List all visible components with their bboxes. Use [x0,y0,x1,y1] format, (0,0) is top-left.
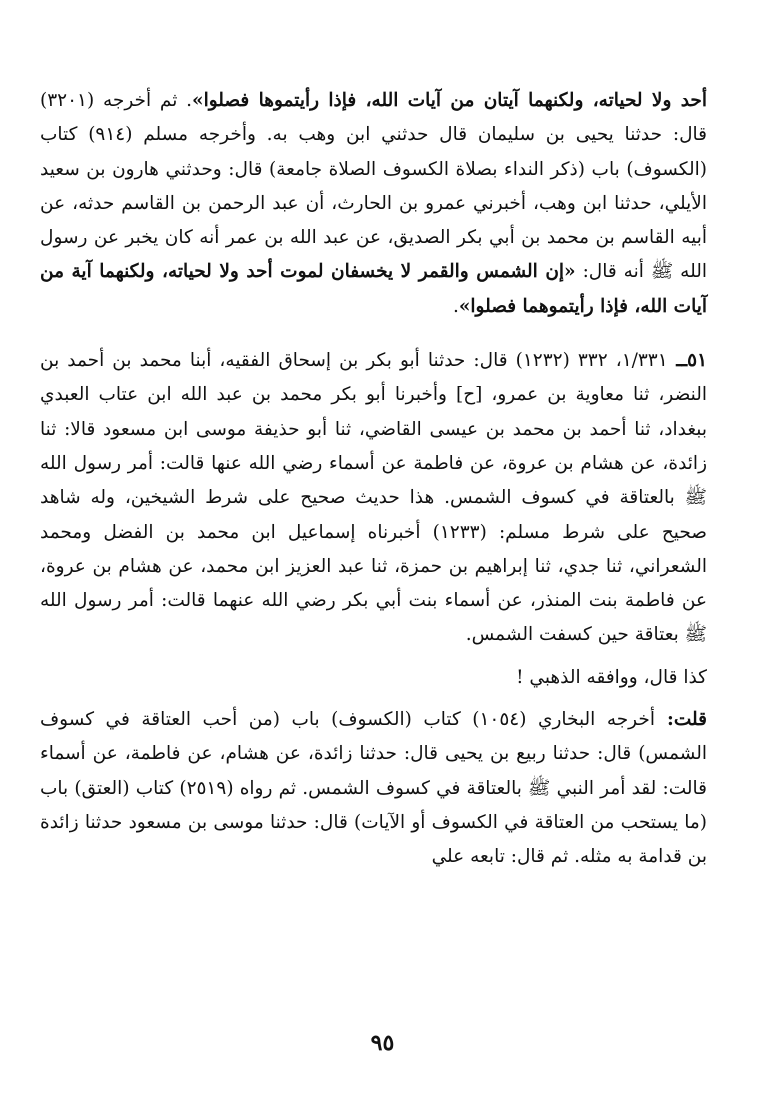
commentary-lead: قلت: [654,709,707,731]
hadith-text: ١/٣٣١، ٣٣٢ (١٢٣٢) قال: حدثنا أبو بكر بن إسحاق الفقيه، أبنا محمد بن أحمد بن النضر، ثنا معاوية بن عمرو، [ح] وأخبرنا أبو بكر محمد بن عبد الله ابن عتاب العبدي ببغداد، ثنا أحمد بن محمد بن عيسى القاضي، ثنا أبو حذيفة موسى ابن مسعود قالا: ثنا زائدة، عن هشام بن عروة، عن فاطمة عن أسماء رضي الله عنها قالت: أمر رسول الله ﷺ بالعتاقة في كسوف الشمس. هذا حديث صحيح على شرط الشيخين، وله شاهد صحيح على شرط مسلم: (١٢٣٣) أخبرناه إسماعيل ابن محمد بن الفضل ومحمد الشعراني، ثنا جدي، ثنا إبراهيم بن حمزة، ثنا عبد العزيز ابن محمد، عن هشام بن عروة، عن فاطمة بنت المنذر، عن أسماء بنت أبي بكر رضي الله عنهما قالت: أمر رسول الله ﷺ بعتاقة حين كسفت الشمس. [40,350,708,646]
paragraph-hadith-50-continuation [40,84,707,324]
paragraph-hadith-51 [40,344,707,653]
page-number: ٩٥ [370,1030,395,1056]
hadith-number: ٥١ــ [667,350,708,372]
paragraph-commentary [40,703,707,874]
commentary-text: . [452,295,459,317]
paragraph-remark [40,661,707,695]
commentary-text: أخرجه البخاري (١٠٥٤) كتاب (الكسوف) باب (من أحب العتاقة في كسوف الشمس) قال: حدثنا ربيع بن يحيى قال: حدثنا زائدة، عن هشام، عن فاطمة، عن أسماء قالت: لقد أمر النبي ﷺ بالعتاقة في كسوف الشمس. ثم رواه (٢٥١٩) كتاب (العتق) باب (ما يستحب من العتاقة في الكسوف أو الآيات) قال: حدثنا موسى بن مسعود حدثنا زائدة بن قدامة به مثله. ثم قال: تابعه علي [40,709,707,868]
commentary-text: . ثم أخرجه (٣٢٠١) قال: حدثنا يحيى بن سليمان قال حدثني ابن وهب به. وأخرجه مسلم (٩١٤) كتاب (الكسوف) باب (ذكر النداء بصلاة الكسوف الصلاة جامعة) قال: وحدثني هارون بن سعيد الأيلي، حدثنا ابن وهب، أخبرني عمرو بن الحارث، أن عبد الرحمن بن القاسم حدثه، عن أبيه القاسم بن محمد بن أبي بكر الصديق، عن عبد الله بن عمر أنه كان يخبر عن رسول الله ﷺ أنه قال: [40,90,707,283]
remark-text: كذا قال، ووافقه الذهبي ! [516,666,707,688]
hadith-quote-bold: «إن الشمس والقمر لا يخسفان لموت أحد ولا لحياته، ولكنهما آية من آيات الله، فإذا رأيتموهما فصلوا» [40,261,707,317]
hadith-text-bold: أحد ولا لحياته، ولكنهما آيتان من آيات الله، فإذا رأيتموها فصلوا» [192,90,707,111]
